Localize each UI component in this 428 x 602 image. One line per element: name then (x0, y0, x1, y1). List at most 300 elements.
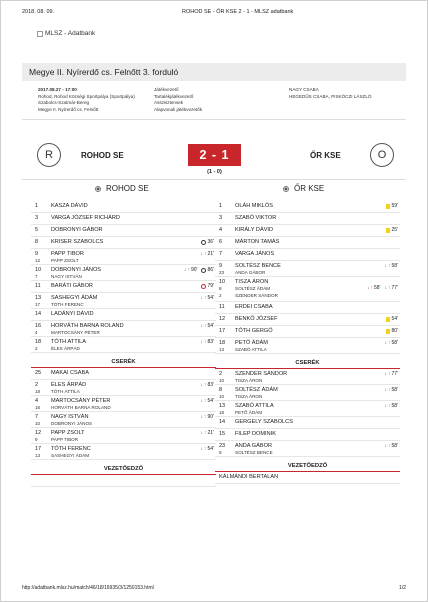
player-name[interactable]: ANDA GÁBOR (235, 443, 272, 449)
substitution-arrows-icon (384, 263, 390, 269)
player-name[interactable]: TÓTH ATTILA (51, 339, 87, 345)
player-number: 3 (35, 215, 39, 221)
player-row[interactable] (215, 369, 400, 385)
substitution-event (200, 339, 214, 345)
player-events (386, 328, 398, 334)
sub-player-number: 10 (219, 378, 225, 383)
yellow-card-icon (386, 204, 390, 209)
sub-in-arrow-icon: ↑ (370, 285, 373, 291)
sub-out-arrow-icon: ↓ (384, 263, 387, 269)
sub-player-name[interactable]: SOLTÉSZ BENCE (235, 450, 273, 455)
player-row[interactable] (31, 428, 216, 444)
player-name[interactable]: NAGY ISTVÁN (51, 414, 89, 420)
substitution-arrows-icon (200, 251, 206, 257)
player-number: 14 (219, 419, 226, 425)
player-number: 7 (35, 414, 39, 420)
player-row[interactable] (31, 396, 216, 412)
player-number: 8 (219, 387, 223, 393)
player-name[interactable]: VARGA JÓZSEF RICHÁRD (51, 215, 120, 221)
yellow-card-event (386, 328, 398, 334)
event-minute: 83' (207, 339, 214, 345)
substitution-arrows-icon (384, 340, 390, 346)
sub-out-arrow-icon: ↓ (200, 382, 203, 388)
subs-heading: CSERÉK (31, 358, 216, 368)
player-row[interactable] (31, 321, 216, 337)
sub-out-arrow-icon: ↓ (384, 285, 387, 291)
player-row[interactable] (215, 225, 400, 237)
player-name[interactable]: LADÁNYI DÁVID (51, 311, 94, 317)
player-row[interactable] (215, 429, 400, 441)
event-minute: 79' (207, 283, 214, 289)
player-name[interactable]: MAKAI CSABA (51, 370, 89, 376)
player-events (384, 340, 398, 346)
sub-out-arrow-icon: ↓ (384, 387, 387, 393)
player-name[interactable]: PAPP ZSOLT (51, 430, 85, 436)
player-name[interactable]: KRISER SZABOLCS (51, 239, 104, 245)
player-events (384, 403, 398, 409)
player-row[interactable] (215, 326, 400, 338)
sub-in-arrow-icon: ↑ (187, 267, 190, 273)
ball-icon (201, 240, 206, 245)
sub-out-arrow-icon: ↓ (200, 295, 203, 301)
substitution-arrows-icon (200, 446, 206, 452)
player-name[interactable]: ERDEI CSABA (235, 304, 273, 310)
sub-player-name[interactable]: MARTOCSÁNY PÉTER (51, 330, 100, 335)
player-name[interactable]: SZABÓ ATTILA (235, 403, 274, 409)
sub-player-number: 7 (35, 274, 38, 279)
sub-player-number: 12 (35, 258, 41, 263)
substitution-event (200, 446, 214, 452)
substitution-event (384, 263, 398, 269)
player-name[interactable]: GERGELY SZABOLCS (235, 419, 293, 425)
sub-player-name[interactable]: TISZA ÁRON (235, 394, 263, 399)
home-team-badge[interactable]: R (37, 143, 61, 167)
sub-player-name[interactable]: ÉLES ÁRPÁD (51, 346, 80, 351)
player-row[interactable] (215, 385, 400, 401)
player-number: 7 (219, 251, 223, 257)
substitution-event (384, 371, 398, 377)
sub-in-arrow-icon: ↑ (387, 443, 391, 449)
player-name[interactable]: TÓTH FERENC (51, 446, 91, 452)
player-number: 9 (219, 263, 223, 269)
player-row[interactable] (31, 380, 216, 396)
player-row[interactable] (31, 293, 216, 309)
player-number: 8 (35, 239, 39, 245)
secondary-sub-name[interactable]: SOLTÉSZ ÁDÁM (235, 286, 271, 291)
substitution-event (200, 251, 214, 257)
player-name[interactable]: KIRÁLY DÁVID (235, 227, 274, 233)
yellow-card-event (386, 227, 398, 233)
substitution-event (384, 403, 398, 409)
event-minute: 83' (207, 382, 214, 388)
goal-event (201, 267, 214, 273)
player-events (200, 398, 214, 404)
sub-in-arrow-icon: ↑ (387, 403, 391, 409)
player-row[interactable] (215, 249, 400, 261)
substitution-arrows-icon (384, 403, 390, 409)
sub-player-number: 9 (219, 450, 222, 455)
substitution-event (384, 443, 398, 449)
event-minute: 54' (207, 446, 214, 452)
sub-in-arrow-icon: ↑ (203, 414, 207, 420)
player-row[interactable] (215, 277, 400, 302)
player-row[interactable] (31, 412, 216, 428)
halftime-score: (1 - 0) (207, 169, 222, 175)
sub-in-arrow-icon: ↑ (387, 387, 391, 393)
event-minute: 54' (207, 295, 214, 301)
substitution-arrows-icon (200, 382, 206, 388)
divider (22, 179, 406, 180)
player-events (184, 267, 214, 273)
player-number: 11 (35, 283, 41, 289)
player-row[interactable] (31, 249, 216, 265)
event-minute: 54' (391, 316, 398, 322)
sub-in-arrow-icon: ↑ (203, 295, 207, 301)
player-row[interactable] (31, 213, 216, 225)
player-number: 1 (219, 203, 223, 209)
player-name[interactable]: MÁRTON TAMÁS (235, 239, 280, 245)
player-number: 23 (219, 443, 226, 449)
event-minute: 80' (391, 328, 398, 334)
ball-icon (201, 268, 206, 273)
player-row[interactable] (31, 225, 216, 237)
player-number: 14 (35, 311, 42, 317)
divider (22, 119, 406, 120)
print-footer (22, 585, 406, 591)
player-events (200, 446, 214, 452)
player-row[interactable] (31, 444, 216, 460)
sub-player-number: 2 (219, 293, 222, 298)
player-name[interactable]: SOLTÉSZ ÁDÁM (235, 387, 278, 393)
role-referee: Játékvezető (154, 87, 179, 92)
player-row[interactable] (215, 417, 400, 429)
sub-player-number: 18 (219, 410, 225, 415)
player-name[interactable]: HORVÁTH BARNA ROLAND (51, 323, 124, 329)
player-row[interactable] (215, 201, 400, 213)
away-lineup-heading (283, 184, 324, 193)
player-events (200, 414, 214, 420)
match-county: Szabolcs-Szatmár-Bereg (38, 100, 90, 106)
player-row[interactable] (31, 337, 216, 353)
sub-player-name[interactable]: ANDA GÁBOR (235, 270, 266, 275)
substitution-arrows-icon (200, 295, 206, 301)
player-name[interactable]: PAPP TIBOR (51, 251, 84, 257)
player-number: 11 (219, 304, 225, 310)
substitution-event (200, 398, 214, 404)
sub-in-arrow-icon: ↑ (203, 251, 207, 257)
player-name[interactable]: TISZA ÁRON (235, 279, 269, 285)
event-minute: 90' (190, 267, 198, 273)
sub-player-name[interactable]: PAPP ZSOLT (51, 258, 79, 263)
sub-player-name[interactable]: SASHEGYI ÁDÁM (51, 453, 90, 458)
event-minute: 58' (391, 263, 398, 269)
player-name[interactable]: FILEP DOMINIK (235, 431, 276, 437)
sub-in-arrow-icon: ↑ (203, 323, 207, 329)
player-number: 16 (35, 323, 42, 329)
away-coach-row (215, 472, 400, 484)
page-url: http://adatbank.mlsz.hu/match/46/18/16935/3/1250153.html (22, 585, 154, 591)
sub-out-arrow-icon: ↓ (200, 398, 203, 404)
logo-alt-text: MLSZ - Adatbank (45, 30, 96, 37)
player-events (200, 382, 214, 388)
own-goal-event (201, 283, 214, 289)
substitution-event (200, 323, 214, 329)
sub-player-name[interactable]: PETŐ ÁDÁM (235, 410, 263, 415)
event-minute: 58' (391, 443, 398, 449)
substitution-arrows-icon (200, 430, 206, 436)
substitution-arrows-icon (200, 398, 206, 404)
substitution-event (384, 340, 398, 346)
player-row[interactable] (31, 368, 216, 380)
player-name[interactable]: DOBRONYI GÁBOR (51, 227, 103, 233)
player-name[interactable]: SZENDER SÁNDOR (235, 371, 288, 377)
sub-player-number: 2 (35, 346, 38, 351)
sub-out-arrow-icon: ↓ (200, 251, 203, 257)
substitution-arrows-icon (367, 285, 373, 291)
substitution-arrows-icon (200, 339, 206, 345)
event-minute: 59' (391, 203, 398, 209)
substitution-arrows-icon (384, 387, 390, 393)
substitution-event (200, 295, 214, 301)
player-row[interactable] (215, 441, 400, 457)
substitution-arrows-icon (384, 443, 390, 449)
event-minute: 25' (391, 227, 398, 233)
player-name[interactable]: ÉLES ÁRPÁD (51, 382, 87, 388)
player-row[interactable] (215, 314, 400, 326)
sub-player-number: 13 (35, 453, 41, 458)
player-name[interactable]: DOBRONYI JÁNOS (51, 267, 102, 273)
role-goal-line: Alapvonali játékvezetők (154, 106, 203, 112)
event-minute: 77' (391, 371, 398, 377)
player-row[interactable] (215, 261, 400, 277)
role-assistants: Asszisztensek (154, 100, 184, 106)
role-reserve-referee: Tartalékjátékvezető (154, 93, 194, 99)
print-title: ROHOD SE - ŐR KSE 2 - 1 - MLSZ adatbank (182, 9, 294, 15)
sub-out-arrow-icon: ↓ (200, 323, 203, 329)
goal-event (201, 239, 214, 245)
home-lineup-heading (95, 184, 149, 193)
secondary-sub-number: 8 (219, 286, 222, 291)
team-crest-icon: ◉ (96, 186, 100, 191)
player-events (200, 251, 214, 257)
sub-player-number: 10 (35, 421, 41, 426)
page-number: 1/2 (399, 585, 406, 591)
event-minute: 86' (207, 267, 214, 273)
substitution-arrows-icon (200, 414, 206, 420)
yellow-card-icon (386, 317, 390, 322)
player-name[interactable]: PETŐ ÁDÁM (235, 340, 268, 346)
player-number: 2 (219, 371, 223, 377)
player-name[interactable]: KASZA DÁVID (51, 203, 88, 209)
substitution-arrows-icon (200, 323, 206, 329)
sub-in-arrow-icon: ↑ (387, 263, 391, 269)
player-name[interactable]: BENKŐ JÓZSEF (235, 316, 278, 322)
event-minute: 58' (391, 403, 398, 409)
home-lineup-title: ROHOD SE (106, 184, 149, 193)
sub-out-arrow-icon: ↓ (384, 340, 387, 346)
sub-in-arrow-icon: ↑ (203, 446, 207, 452)
player-events (386, 227, 398, 233)
player-row[interactable] (31, 309, 216, 321)
sub-out-arrow-icon: ↓ (200, 446, 203, 452)
player-events (367, 285, 398, 291)
player-number: 3 (219, 215, 223, 221)
score: 2 - 1 (188, 144, 241, 166)
away-coach-name[interactable]: KÁLMÁNDI BERTALAN (219, 474, 279, 480)
event-minute: 21' (207, 251, 214, 257)
player-number: 6 (219, 239, 223, 245)
event-minute: 21' (207, 430, 214, 436)
player-number: 12 (219, 316, 226, 322)
yellow-card-icon (386, 329, 390, 334)
substitution-arrows-icon (184, 267, 190, 273)
sub-player-name[interactable]: TÓTH ATTILA (51, 389, 80, 394)
event-minute: 90' (207, 414, 214, 420)
sub-player-number: 10 (219, 394, 225, 399)
away-lineup (215, 201, 400, 484)
official-names (289, 87, 409, 100)
player-row[interactable] (215, 237, 400, 249)
assistants-names: HEGEDŰS CSABA, PISKÓCZI LÁSZLÓ (289, 93, 372, 99)
player-name[interactable]: SOLTÉSZ BENCE (235, 263, 281, 269)
player-events (200, 295, 214, 301)
player-number: 2 (35, 382, 39, 388)
player-name[interactable]: VARGA JÁNOS (235, 251, 275, 257)
yellow-card-event (386, 316, 398, 322)
match-title-bar (22, 63, 406, 81)
player-number: 10 (219, 279, 226, 285)
player-row[interactable] (215, 401, 400, 417)
player-number: 13 (35, 295, 42, 301)
home-team-name[interactable]: ROHOD SE (81, 151, 124, 160)
sub-out-arrow-icon: ↓ (384, 403, 387, 409)
player-number: 17 (219, 328, 226, 334)
substitution-event (200, 430, 214, 436)
player-number: 9 (35, 251, 39, 257)
sub-player-name[interactable]: NAGY ISTVÁN (51, 274, 82, 279)
broken-image-icon (37, 31, 43, 37)
sub-player-number: 23 (219, 270, 225, 275)
sub-player-name[interactable]: PAPP TIBOR (51, 437, 79, 442)
own-goal-ball-icon (201, 284, 206, 289)
player-row[interactable] (215, 213, 400, 225)
sub-player-name[interactable]: SZABÓ ATTILA (235, 347, 267, 352)
sub-player-number: 16 (35, 405, 41, 410)
player-name[interactable]: BARÁTI GÁBOR (51, 283, 93, 289)
player-number: 15 (219, 431, 226, 437)
substitution-event (184, 267, 198, 273)
player-events (384, 263, 398, 269)
player-events (386, 203, 398, 209)
official-roles (154, 87, 239, 113)
sub-in-arrow-icon: ↑ (387, 340, 391, 346)
match-info (38, 87, 153, 113)
event-minute: 54' (207, 398, 214, 404)
sub-in-arrow-icon: ↑ (203, 382, 207, 388)
sub-out-arrow-icon: ↓ (183, 267, 187, 273)
sub-player-name[interactable]: SZENDER SÁNDOR (235, 293, 278, 298)
yellow-card-icon (386, 228, 390, 233)
player-events (386, 316, 398, 322)
event-minute: 58' (373, 285, 381, 291)
sub-in-arrow-icon: ↑ (203, 339, 207, 345)
match-datetime: 2017.08.27 - 17:00 (38, 87, 77, 92)
player-events (384, 387, 398, 393)
sub-out-arrow-icon: ↓ (384, 443, 387, 449)
sub-out-arrow-icon: ↓ (200, 339, 203, 345)
sub-out-arrow-icon: ↓ (200, 430, 203, 436)
player-number: 4 (35, 398, 39, 404)
sub-in-arrow-icon: ↑ (203, 398, 207, 404)
sub-player-name[interactable]: HORVÁTH BARNA ROLAND (51, 405, 111, 410)
sub-player-number: 4 (35, 330, 38, 335)
sub-in-arrow-icon: ↑ (203, 430, 207, 436)
match-league: Megye II. Nyírerdő cs. Felnőtt (38, 106, 99, 112)
away-team-badge[interactable]: O (370, 143, 394, 167)
sub-player-number: 13 (219, 347, 225, 352)
logo[interactable] (37, 30, 95, 37)
player-row[interactable] (215, 302, 400, 314)
subs-heading: CSERÉK (215, 359, 400, 369)
event-minute: 58' (391, 340, 398, 346)
away-lineup-title: ŐR KSE (294, 184, 325, 193)
sub-player-name[interactable]: DOBRONYI JÁNOS (51, 421, 93, 426)
player-number: 12 (35, 430, 42, 436)
event-minute: 36' (207, 239, 214, 245)
player-number: 1 (35, 203, 39, 209)
player-number: 10 (35, 267, 42, 273)
player-events (200, 323, 214, 329)
home-lineup (31, 201, 216, 487)
substitution-arrows-icon (384, 285, 390, 291)
player-row[interactable] (31, 201, 216, 213)
home-coach-row (31, 475, 216, 487)
player-number: 13 (219, 403, 226, 409)
player-number: 18 (35, 339, 42, 345)
sub-player-number: 17 (35, 302, 41, 307)
player-name[interactable]: MARTOCSÁNY PÉTER (51, 398, 111, 404)
sub-out-arrow-icon: ↓ (384, 371, 387, 377)
substitution-event (367, 285, 381, 291)
player-name[interactable]: OLÁH MIKLÓS (235, 203, 273, 209)
player-name[interactable]: SZABÓ VIKTOR (235, 215, 277, 221)
substitution-event (384, 387, 398, 393)
player-number: 4 (219, 227, 223, 233)
referee-name: NAGY CSABA (289, 87, 319, 92)
sub-player-name[interactable]: TÓTH FERENC (51, 302, 84, 307)
player-number: 17 (35, 446, 42, 452)
away-team-name[interactable]: ŐR KSE (310, 151, 341, 160)
player-row[interactable] (31, 237, 216, 249)
player-row[interactable] (215, 338, 400, 354)
sub-player-name[interactable]: TISZA ÁRON (235, 378, 263, 383)
player-row[interactable] (31, 281, 216, 293)
player-number: 25 (35, 370, 42, 376)
player-events (384, 371, 398, 377)
player-number: 5 (35, 227, 39, 233)
event-minute: 77' (391, 285, 398, 291)
substitution-event (200, 382, 214, 388)
match-venue: Rohod, Rohod Községi Sportpálya (Sportpálya) (38, 93, 135, 99)
substitution-arrows-icon (384, 371, 390, 377)
team-crest-icon: ◉ (284, 186, 288, 191)
sub-player-number: 9 (35, 437, 38, 442)
player-name[interactable]: SASHEGYI ÁDÁM (51, 295, 98, 301)
player-row[interactable] (31, 265, 216, 281)
yellow-card-event (386, 203, 398, 209)
coach-heading: VEZETŐEDZŐ (215, 462, 400, 472)
player-name[interactable]: TÓTH GERGŐ (235, 328, 273, 334)
